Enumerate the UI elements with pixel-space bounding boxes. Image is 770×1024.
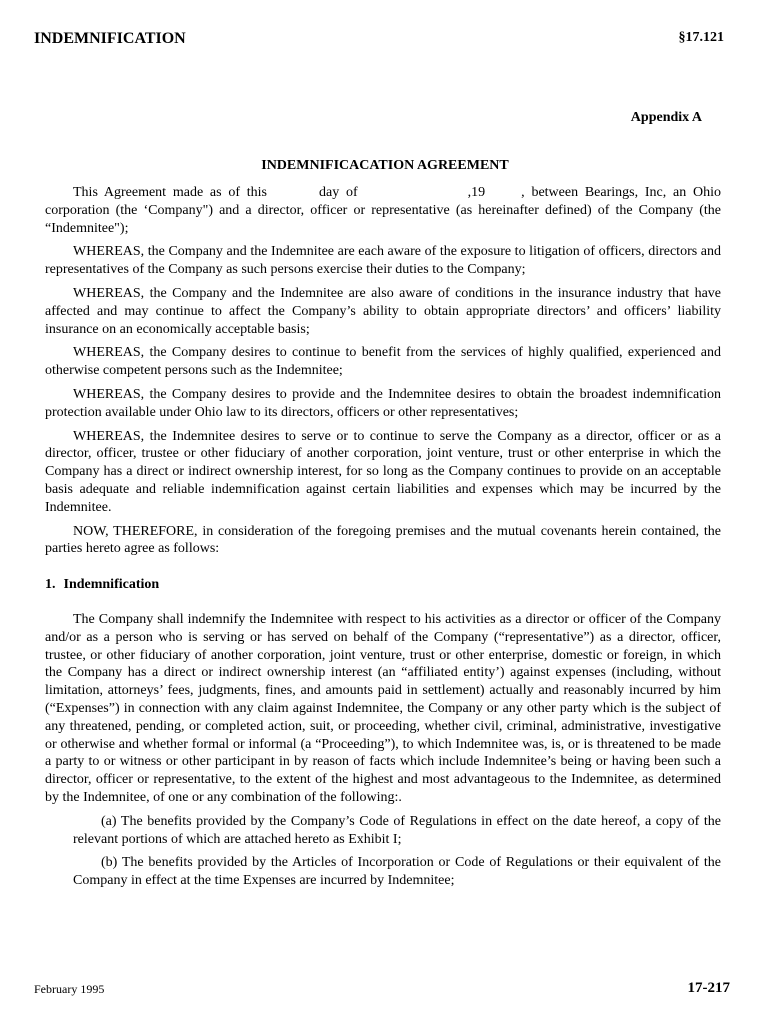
running-header-title: INDEMNIFICATION [34,30,186,47]
opening-text-4: , between Bearings, Inc, an Ohio corporation (the ‘Company") and a director, officer or representative (as hereinafter defined) of the Company (the “Indemnitee"); [45,185,721,236]
document-body [45,184,721,896]
opening-paragraph [45,184,721,237]
recital-paragraph: WHEREAS, the Indemnitee desires to serve or to continue to serve the Company as a director, officer or as a director, officer, trustee or other fiduciary of another corporation, joint venture, trust or other enterprise in which the Company has a direct or indirect ownership interest, for so long as the Company continues to provide on an acceptable basis adequate and reliable indemnification against certain liabilities and expenses which may be incurred by the Indemnitee. [45,428,721,515]
section-heading-text: Indemnification [63,577,160,593]
recital-paragraph: WHEREAS, the Company and the Indemnitee are each aware of the exposure to litigation of officers, directors and representatives of the Company as such persons exercise their duties to the Company; [45,244,721,278]
opening-text-1: This Agreement made as of this [73,185,268,200]
document-title: INDEMNIFICACATION AGREEMENT [261,158,509,173]
opening-text-2: day of [319,185,358,200]
section-number-1: 1. [45,577,56,593]
section-heading [45,576,721,594]
recital-paragraph: WHEREAS, the Company and the Indemnitee are also aware of conditions in the insurance industry that have affected and may continue to affect the Company’s ability to obtain appropriate directors’ and officers’ liability insurance on an economically acceptable basis; [45,285,721,337]
section-body-paragraph: The Company shall indemnify the Indemnitee with respect to his activities as a director or officer of the Company and/or as a person who is serving or has served on behalf of the Company (“representative”) as a director, officer, trustee, or other fiduciary of another corporation, joint venture, trust or other enterprise, domestic or foreign, in which the Company has a direct or indirect ownership interest (an “affiliated entity’) against expenses (including, without limitation, attorneys’ fees, judgments, fines, and amounts paid in settlement) actually and reasonably incurred by him (“Expenses”) in connection with any claim against Indemnitee, the Company or any other party which is the subject of any threatened, pending, or completed action, suit, or proceeding, whether civil, criminal, administrative, investigative or otherwise and whether formal or informal (a “Proceeding”), to which Indemnitee was, is, or is threatened to be made a party to or witness or other participant in by reason of facts which include Indemnitee’s being or having been such a director, officer or representative, to the extent of the highest and most advantageous to the Indemnitee, as determined by the Indemnitee, of one or any combination of the following:. [45,611,721,805]
opening-text-3: ,19 [467,185,486,200]
footer-date: February 1995 [34,982,105,996]
recital-paragraph: WHEREAS, the Company desires to provide and the Indemnitee desires to obtain the broadest indemnification protection available under Ohio law to its directors, officers or other representatives; [45,386,721,420]
appendix-label: Appendix A [630,110,702,125]
list-item-b: (b) The benefits provided by the Articles of Incorporation or Code of Regulations or their equivalent of the Company in effect at the time Expenses are incurred by Indemnitee; [73,855,721,889]
recital-paragraph: NOW, THEREFORE, in consideration of the foregoing premises and the mutual covenants herein contained, the parties hereto agree as follows: [45,523,721,557]
page-number: 17-217 [687,980,730,996]
recital-paragraph: WHEREAS, the Company desires to continue to benefit from the services of highly qualified, experienced and otherwise competent persons such as the Indemnitee; [45,345,721,379]
list-item-a: (a) The benefits provided by the Company’s Code of Regulations in effect on the date hereof, a copy of the relevant portions of which are attached hereto as Exhibit I; [73,813,721,847]
section-number: §17.121 [678,30,724,45]
